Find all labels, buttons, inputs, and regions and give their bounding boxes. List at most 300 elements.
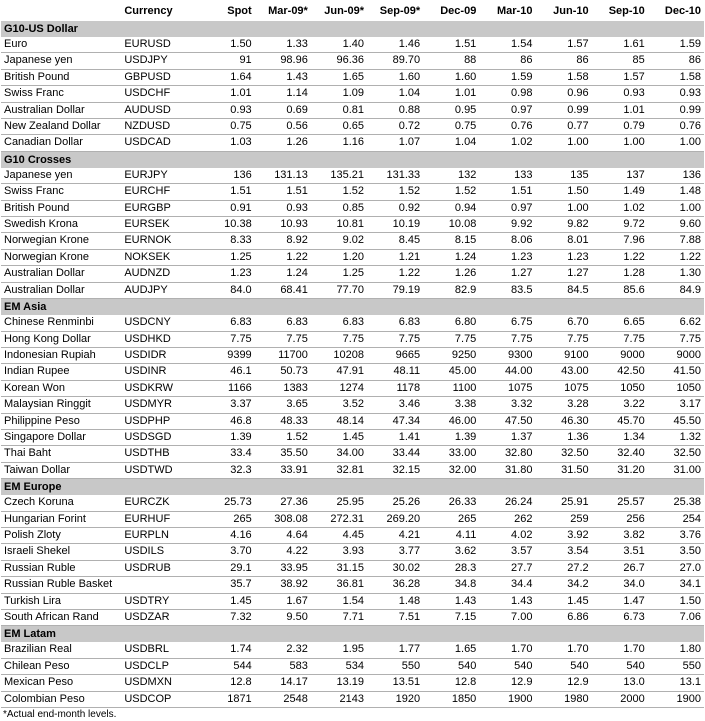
rate-cell: 1.02 <box>479 135 535 151</box>
rate-cell: 2548 <box>255 691 311 707</box>
currency-name-cell: Norwegian Krone <box>1 233 121 249</box>
rate-cell: 254 <box>648 511 704 527</box>
table-row <box>1 249 704 265</box>
rate-cell: 82.9 <box>423 282 479 298</box>
rate-cell: 1.23 <box>198 266 255 282</box>
rate-cell: 27.2 <box>535 560 591 576</box>
currency-name-cell: Indonesian Rupiah <box>1 347 121 363</box>
currency-name-cell: Hong Kong Dollar <box>1 331 121 347</box>
section-header-row <box>1 21 704 37</box>
rate-cell: 9.72 <box>592 217 648 233</box>
table-row <box>1 527 704 543</box>
rate-cell: 1075 <box>535 380 591 396</box>
table-row <box>1 511 704 527</box>
rate-cell: 4.45 <box>311 527 367 543</box>
rate-cell: 41.50 <box>648 364 704 380</box>
rate-cell: 7.88 <box>648 233 704 249</box>
rate-cell: 0.69 <box>255 102 311 118</box>
rate-cell: 25.73 <box>198 495 255 511</box>
rate-cell: 1075 <box>479 380 535 396</box>
rate-cell: 137 <box>592 168 648 184</box>
rate-cell: 0.96 <box>535 86 591 102</box>
currency-code-cell <box>121 577 197 593</box>
rate-cell: 77.70 <box>311 282 367 298</box>
rate-cell: 3.93 <box>311 544 367 560</box>
rate-cell: 6.83 <box>367 315 423 331</box>
rate-cell: 1.37 <box>479 429 535 445</box>
rate-cell: 1.52 <box>255 429 311 445</box>
rate-cell: 1.60 <box>367 69 423 85</box>
currency-name-cell: Japanese yen <box>1 168 121 184</box>
rate-cell: 8.45 <box>367 233 423 249</box>
rate-cell: 9.50 <box>255 610 311 626</box>
rate-cell: 34.4 <box>479 577 535 593</box>
rate-cell: 6.83 <box>255 315 311 331</box>
table-row <box>1 413 704 429</box>
rate-cell: 13.1 <box>648 675 704 691</box>
section-header-row <box>1 151 704 168</box>
rate-cell: 3.28 <box>535 397 591 413</box>
rate-cell: 35.50 <box>255 446 311 462</box>
currency-name-cell: British Pound <box>1 200 121 216</box>
rate-cell: 135 <box>535 168 591 184</box>
rate-cell: 7.75 <box>592 331 648 347</box>
rate-cell: 1.22 <box>648 249 704 265</box>
currency-code-cell: USDCLP <box>121 658 197 674</box>
table-row <box>1 560 704 576</box>
currency-code-cell: EURJPY <box>121 168 197 184</box>
rate-cell: 33.00 <box>423 446 479 462</box>
currency-code-cell: EURPLN <box>121 527 197 543</box>
rate-cell: 1.23 <box>479 249 535 265</box>
rate-cell: 1.00 <box>592 135 648 151</box>
rate-cell: 1.52 <box>311 184 367 200</box>
rate-cell: 1.04 <box>423 135 479 151</box>
rate-cell: 265 <box>423 511 479 527</box>
header-cell: Spot <box>227 5 252 17</box>
currency-name-cell: Euro <box>1 37 121 53</box>
rate-cell: 3.32 <box>479 397 535 413</box>
currency-name-cell: Swedish Krona <box>1 217 121 233</box>
currency-code-cell: AUDNZD <box>121 266 197 282</box>
rate-cell: 133 <box>479 168 535 184</box>
rate-cell: 1.80 <box>648 642 704 658</box>
rate-cell: 1.51 <box>255 184 311 200</box>
rate-cell: 8.33 <box>198 233 255 249</box>
rate-cell: 3.17 <box>648 397 704 413</box>
rate-cell: 10.93 <box>255 217 311 233</box>
rate-cell: 7.75 <box>648 331 704 347</box>
rate-cell: 1.24 <box>255 266 311 282</box>
rate-cell: 86 <box>535 53 591 69</box>
table-row <box>1 397 704 413</box>
section-title: EM Europe <box>1 479 704 496</box>
currency-code-cell: USDCNY <box>121 315 197 331</box>
rate-cell: 1.24 <box>423 249 479 265</box>
table-row <box>1 610 704 626</box>
rate-cell: 44.00 <box>479 364 535 380</box>
rate-cell: 132 <box>423 168 479 184</box>
table-row <box>1 593 704 609</box>
currency-code-cell: USDTRY <box>121 593 197 609</box>
rate-cell: 6.75 <box>479 315 535 331</box>
rate-cell: 136 <box>648 168 704 184</box>
rate-cell: 85 <box>592 53 648 69</box>
currency-code-cell: USDPHP <box>121 413 197 429</box>
rate-cell: 1274 <box>311 380 367 396</box>
rate-cell: 3.52 <box>311 397 367 413</box>
rate-cell: 85.6 <box>592 282 648 298</box>
rate-cell: 68.41 <box>255 282 311 298</box>
rate-cell: 1.52 <box>423 184 479 200</box>
currency-name-cell: Canadian Dollar <box>1 135 121 151</box>
rate-cell: 1.47 <box>592 593 648 609</box>
currency-code-cell: EURHUF <box>121 511 197 527</box>
rate-cell: 10208 <box>311 347 367 363</box>
rate-cell: 1.09 <box>311 86 367 102</box>
rate-cell: 10.81 <box>311 217 367 233</box>
rate-cell: 1.07 <box>367 135 423 151</box>
rate-cell: 1.60 <box>423 69 479 85</box>
currency-name-cell: Malaysian Ringgit <box>1 397 121 413</box>
rate-cell: 26.24 <box>479 495 535 511</box>
rate-cell: 33.4 <box>198 446 255 462</box>
rate-cell: 88 <box>423 53 479 69</box>
rate-cell: 32.80 <box>479 446 535 462</box>
table-row <box>1 429 704 445</box>
rate-cell: 0.92 <box>367 200 423 216</box>
rate-cell: 0.94 <box>423 200 479 216</box>
rate-cell: 3.62 <box>423 544 479 560</box>
rate-cell: 9000 <box>648 347 704 363</box>
rate-cell: 1.01 <box>423 86 479 102</box>
rate-cell: 34.0 <box>592 577 648 593</box>
rate-cell: 25.57 <box>592 495 648 511</box>
currency-code-cell: USDTWD <box>121 462 197 478</box>
rate-cell: 38.92 <box>255 577 311 593</box>
rate-cell: 2143 <box>311 691 367 707</box>
rate-cell: 12.9 <box>479 675 535 691</box>
rate-cell: 34.1 <box>648 577 704 593</box>
rate-cell: 0.91 <box>198 200 255 216</box>
rate-cell: 136 <box>198 168 255 184</box>
section-header-row <box>1 299 704 316</box>
table-row <box>1 446 704 462</box>
rate-cell: 1.51 <box>198 184 255 200</box>
rate-cell: 1.48 <box>367 593 423 609</box>
rate-cell: 31.15 <box>311 560 367 576</box>
rate-cell: 1.59 <box>479 69 535 85</box>
rate-cell: 1.57 <box>535 37 591 53</box>
rate-cell: 135.21 <box>311 168 367 184</box>
rate-cell: 7.96 <box>592 233 648 249</box>
currency-name-cell: Australian Dollar <box>1 266 121 282</box>
rate-cell: 1.59 <box>648 37 704 53</box>
header-cell: Sep-10 <box>608 5 645 17</box>
rate-cell: 9.60 <box>648 217 704 233</box>
rate-cell: 1.48 <box>648 184 704 200</box>
rate-cell: 47.91 <box>311 364 367 380</box>
rate-cell: 1.33 <box>255 37 311 53</box>
table-row <box>1 691 704 707</box>
rate-cell: 1.00 <box>648 135 704 151</box>
rate-cell: 1383 <box>255 380 311 396</box>
rate-cell: 1.39 <box>198 429 255 445</box>
rate-cell: 1.03 <box>198 135 255 151</box>
rate-cell: 1850 <box>423 691 479 707</box>
currency-code-cell: USDRUB <box>121 560 197 576</box>
rate-cell: 0.93 <box>198 102 255 118</box>
rate-cell: 1.41 <box>367 429 423 445</box>
rate-cell: 8.92 <box>255 233 311 249</box>
rate-cell: 0.85 <box>311 200 367 216</box>
rate-cell: 0.99 <box>535 102 591 118</box>
rate-cell: 0.97 <box>479 102 535 118</box>
currency-code-cell: USDMYR <box>121 397 197 413</box>
currency-code-cell: EURSEK <box>121 217 197 233</box>
rate-cell: 7.75 <box>535 331 591 347</box>
rate-cell: 30.02 <box>367 560 423 576</box>
rate-cell: 1.70 <box>592 642 648 658</box>
rate-cell: 540 <box>479 658 535 674</box>
rate-cell: 9000 <box>592 347 648 363</box>
rate-cell: 1.52 <box>367 184 423 200</box>
section-title: G10 Crosses <box>1 151 704 168</box>
rate-cell: 27.36 <box>255 495 311 511</box>
rate-cell: 43.00 <box>535 364 591 380</box>
currency-code-cell: USDHKD <box>121 331 197 347</box>
table-row <box>1 200 704 216</box>
table-row <box>1 331 704 347</box>
rate-cell: 84.9 <box>648 282 704 298</box>
currency-name-cell: Thai Baht <box>1 446 121 462</box>
rate-cell: 0.95 <box>423 102 479 118</box>
header-cell: Currency <box>124 5 173 17</box>
rate-cell: 0.88 <box>367 102 423 118</box>
currency-name-cell: Hungarian Forint <box>1 511 121 527</box>
currency-name-cell: British Pound <box>1 69 121 85</box>
rate-cell: 7.00 <box>479 610 535 626</box>
rate-cell: 45.50 <box>648 413 704 429</box>
currency-name-cell: Israeli Shekel <box>1 544 121 560</box>
rate-cell: 1.02 <box>592 200 648 216</box>
currency-name-cell: Taiwan Dollar <box>1 462 121 478</box>
rate-cell: 32.15 <box>367 462 423 478</box>
header-cell <box>1 1 121 21</box>
rate-cell: 1.16 <box>311 135 367 151</box>
rate-cell: 47.50 <box>479 413 535 429</box>
currency-name-cell: Colombian Peso <box>1 691 121 707</box>
rate-cell: 1.01 <box>198 86 255 102</box>
rate-cell: 1.45 <box>535 593 591 609</box>
rate-cell: 6.86 <box>535 610 591 626</box>
currency-name-cell: Japanese yen <box>1 53 121 69</box>
rate-cell: 7.06 <box>648 610 704 626</box>
rate-cell: 1.04 <box>367 86 423 102</box>
rate-cell: 25.26 <box>367 495 423 511</box>
rate-cell: 36.81 <box>311 577 367 593</box>
rate-cell: 550 <box>648 658 704 674</box>
currency-code-cell: EURGBP <box>121 200 197 216</box>
rate-cell: 1.30 <box>648 266 704 282</box>
rate-cell: 1.57 <box>592 69 648 85</box>
rate-cell: 1166 <box>198 380 255 396</box>
table-row <box>1 86 704 102</box>
rate-cell: 1.28 <box>592 266 648 282</box>
rate-cell: 84.5 <box>535 282 591 298</box>
header-cell: Mar-10 <box>497 5 533 17</box>
rate-cell: 1.43 <box>255 69 311 85</box>
currency-name-cell: Brazilian Real <box>1 642 121 658</box>
rate-cell: 3.38 <box>423 397 479 413</box>
rate-cell: 259 <box>535 511 591 527</box>
currency-code-cell: EURCZK <box>121 495 197 511</box>
table-row <box>1 266 704 282</box>
header-cell: Dec-10 <box>664 5 701 17</box>
rate-cell: 1.00 <box>535 135 591 151</box>
currency-code-cell: USDZAR <box>121 610 197 626</box>
currency-name-cell: Indian Rupee <box>1 364 121 380</box>
rate-cell: 1.49 <box>592 184 648 200</box>
currency-code-cell: AUDUSD <box>121 102 197 118</box>
table-row <box>1 380 704 396</box>
currency-code-cell: USDJPY <box>121 53 197 69</box>
header-row <box>1 1 704 21</box>
rate-cell: 4.02 <box>479 527 535 543</box>
currency-name-cell: Philippine Peso <box>1 413 121 429</box>
rate-cell: 50.73 <box>255 364 311 380</box>
rate-cell: 1.26 <box>423 266 479 282</box>
header-cell: Jun-09* <box>324 5 364 17</box>
rate-cell: 1.34 <box>592 429 648 445</box>
rate-cell: 28.3 <box>423 560 479 576</box>
rate-cell: 540 <box>535 658 591 674</box>
currency-code-cell: EURCHF <box>121 184 197 200</box>
rate-cell: 1.58 <box>648 69 704 85</box>
rate-cell: 1.46 <box>367 37 423 53</box>
rate-cell: 8.06 <box>479 233 535 249</box>
currency-code-cell: USDINR <box>121 364 197 380</box>
table-row <box>1 53 704 69</box>
rate-cell: 265 <box>198 511 255 527</box>
rate-cell: 7.71 <box>311 610 367 626</box>
rate-cell: 3.77 <box>367 544 423 560</box>
rate-cell: 0.72 <box>367 119 423 135</box>
rate-cell: 1.43 <box>479 593 535 609</box>
rate-cell: 3.57 <box>479 544 535 560</box>
rate-cell: 0.75 <box>423 119 479 135</box>
rate-cell: 12.9 <box>535 675 591 691</box>
table-row <box>1 495 704 511</box>
rate-cell: 0.93 <box>255 200 311 216</box>
rate-cell: 7.32 <box>198 610 255 626</box>
rate-cell: 131.33 <box>367 168 423 184</box>
rate-cell: 1.64 <box>198 69 255 85</box>
rate-cell: 31.00 <box>648 462 704 478</box>
rate-cell: 25.91 <box>535 495 591 511</box>
rate-cell: 1.22 <box>367 266 423 282</box>
rate-cell: 0.93 <box>592 86 648 102</box>
rate-cell: 272.31 <box>311 511 367 527</box>
rate-cell: 9250 <box>423 347 479 363</box>
rate-cell: 1.22 <box>592 249 648 265</box>
rate-cell: 26.33 <box>423 495 479 511</box>
currency-code-cell: EURNOK <box>121 233 197 249</box>
rate-cell: 0.77 <box>535 119 591 135</box>
rate-cell: 131.13 <box>255 168 311 184</box>
table-row <box>1 217 704 233</box>
header-cell: Dec-09 <box>440 5 477 17</box>
currency-name-cell: Norwegian Krone <box>1 249 121 265</box>
rate-cell: 1.00 <box>535 200 591 216</box>
currency-code-cell: NOKSEK <box>121 249 197 265</box>
rate-cell: 4.21 <box>367 527 423 543</box>
rate-cell: 27.7 <box>479 560 535 576</box>
table-row <box>1 119 704 135</box>
rate-cell: 1.65 <box>311 69 367 85</box>
rate-cell: 31.50 <box>535 462 591 478</box>
rate-cell: 0.75 <box>198 119 255 135</box>
rate-cell: 1.70 <box>479 642 535 658</box>
rate-cell: 83.5 <box>479 282 535 298</box>
rate-cell: 3.50 <box>648 544 704 560</box>
rate-cell: 98.96 <box>255 53 311 69</box>
rate-cell: 3.92 <box>535 527 591 543</box>
header-cell: Jun-10 <box>553 5 589 17</box>
rate-cell: 86 <box>648 53 704 69</box>
rate-cell: 14.17 <box>255 675 311 691</box>
currency-name-cell: Swiss Franc <box>1 86 121 102</box>
rate-cell: 1900 <box>479 691 535 707</box>
rate-cell: 45.70 <box>592 413 648 429</box>
currency-code-cell: USDCHF <box>121 86 197 102</box>
table-row <box>1 658 704 674</box>
rate-cell: 4.22 <box>255 544 311 560</box>
rate-cell: 7.51 <box>367 610 423 626</box>
rate-cell: 1.25 <box>311 266 367 282</box>
table-row <box>1 233 704 249</box>
currency-name-cell: Turkish Lira <box>1 593 121 609</box>
rate-cell: 1.50 <box>198 37 255 53</box>
rate-cell: 256 <box>592 511 648 527</box>
rate-cell: 4.16 <box>198 527 255 543</box>
rate-cell: 262 <box>479 511 535 527</box>
rate-cell: 1100 <box>423 380 479 396</box>
rate-cell: 31.20 <box>592 462 648 478</box>
rate-cell: 1.58 <box>535 69 591 85</box>
rate-cell: 34.2 <box>535 577 591 593</box>
section-header-row <box>1 479 704 496</box>
rate-cell: 3.82 <box>592 527 648 543</box>
currency-name-cell: Australian Dollar <box>1 102 121 118</box>
rate-cell: 8.01 <box>535 233 591 249</box>
rate-cell: 1.54 <box>311 593 367 609</box>
rate-cell: 1.23 <box>535 249 591 265</box>
rate-cell: 48.14 <box>311 413 367 429</box>
rate-cell: 0.56 <box>255 119 311 135</box>
rate-cell: 534 <box>311 658 367 674</box>
table-row <box>1 37 704 53</box>
rate-cell: 1920 <box>367 691 423 707</box>
rate-cell: 86 <box>479 53 535 69</box>
rate-cell: 3.70 <box>198 544 255 560</box>
table-row <box>1 462 704 478</box>
currency-code-cell: EURUSD <box>121 37 197 53</box>
table-row <box>1 642 704 658</box>
rate-cell: 1.70 <box>535 642 591 658</box>
rate-cell: 7.75 <box>198 331 255 347</box>
rate-cell: 32.50 <box>648 446 704 462</box>
